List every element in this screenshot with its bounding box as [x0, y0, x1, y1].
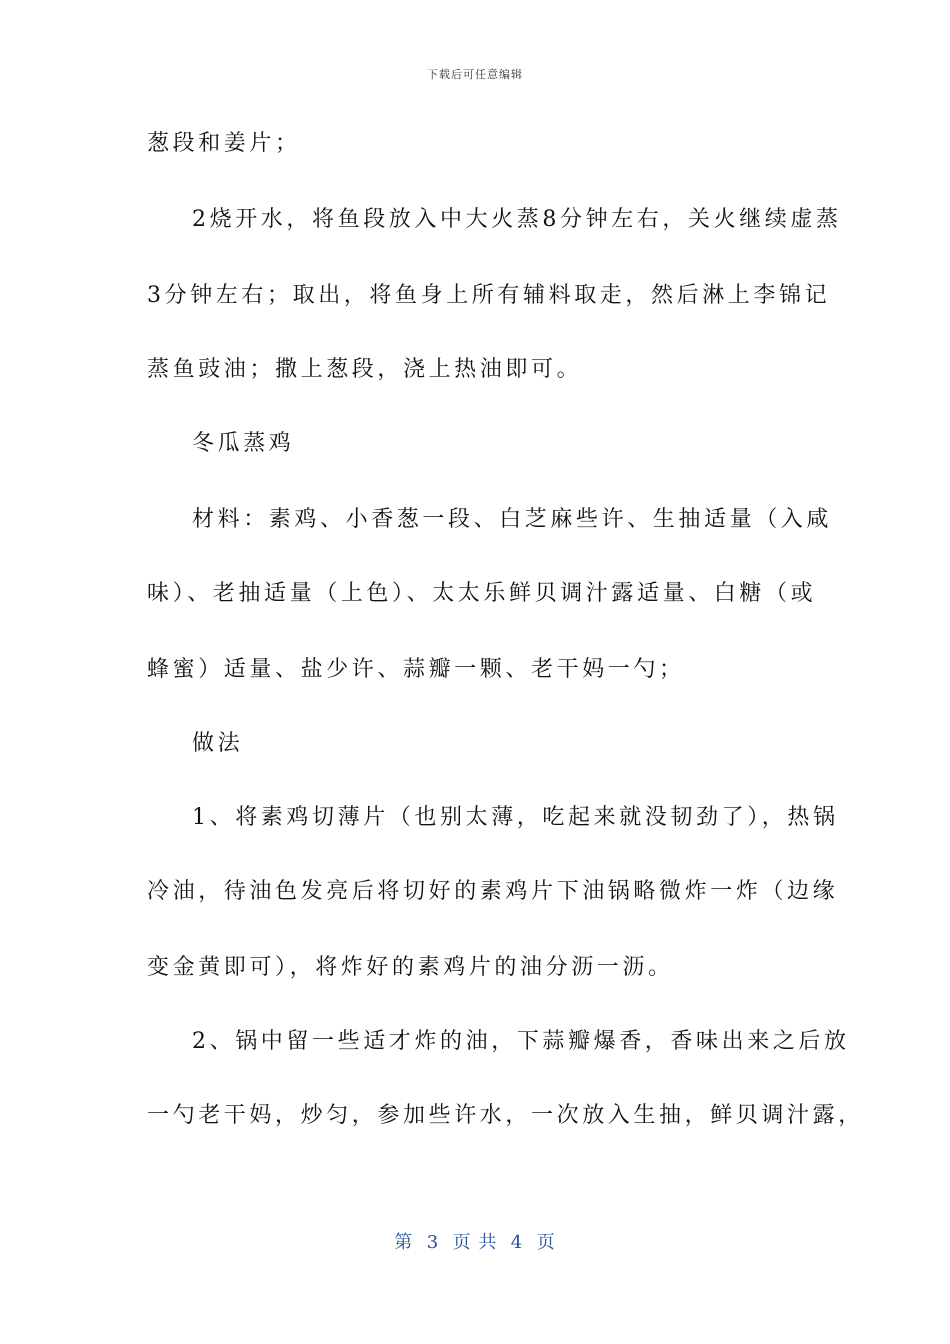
- text-line: 味）、老抽适量（上色）、太太乐鲜贝调汁露适量、白糖（或: [147, 581, 817, 606]
- text-line: 冷油，待油色发亮后将切好的素鸡片下油锅略微炸一炸（边缘: [147, 879, 839, 904]
- text-line: 变金黄即可），将炸好的素鸡片的油分沥一沥。: [147, 955, 674, 980]
- text-line: 蜂蜜）适量、盐少许、蒜瓣一颗、老干妈一勺；: [147, 657, 685, 682]
- text-line: 3分钟左右；取出，将鱼身上所有辅料取走，然后淋上李锦记: [147, 283, 831, 308]
- text-line: 葱段和姜片；: [147, 131, 301, 156]
- text-line: 2、锅中留一些适才炸的油，下蒜瓣爆香，香味出来之后放: [192, 1029, 850, 1054]
- section-heading: 冬瓜蒸鸡: [192, 431, 295, 456]
- page-number-footer: 第 3 页 共 4 页: [394, 1232, 556, 1253]
- section-heading: 做法: [192, 731, 244, 756]
- text-line: 材料：素鸡、小香葱一段、白芝麻些许、生抽适量（入咸: [192, 507, 833, 532]
- text-line: 2烧开水，将鱼段放入中大火蒸8分钟左右，关火继续虚蒸: [192, 207, 842, 232]
- text-line: 1、将素鸡切薄片（也别太薄，吃起来就没韧劲了），热锅: [192, 805, 839, 830]
- page-header: 下载后可任意编辑: [427, 68, 523, 81]
- text-line: 一勺老干妈，炒匀，参加些许水，一次放入生抽，鲜贝调汁露，: [147, 1103, 864, 1128]
- text-line: 蒸鱼豉油；撒上葱段，浇上热油即可。: [147, 357, 583, 382]
